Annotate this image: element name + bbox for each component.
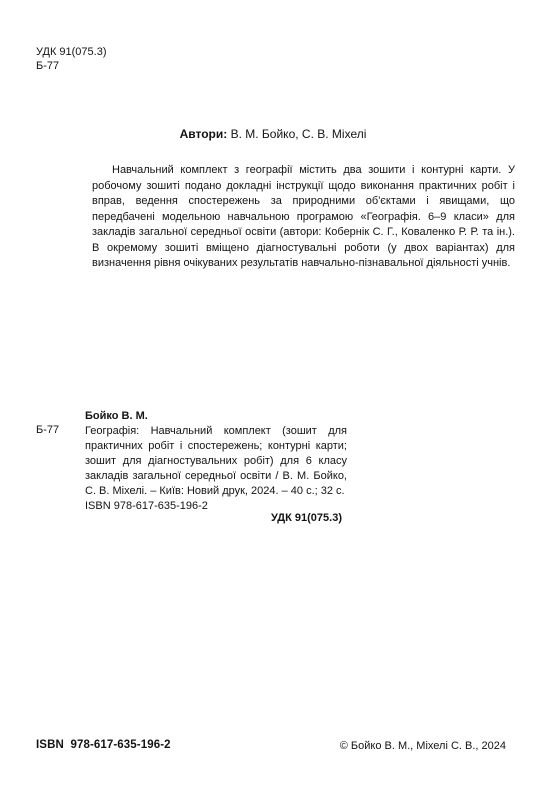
bibliographic-record <box>85 409 347 514</box>
biblio-author: Бойко В. М. <box>85 410 148 422</box>
footer-isbn: ISBN 978-617-635-196-2 <box>36 739 171 751</box>
udk-footer-code: УДК 91(075.3) <box>271 512 342 524</box>
biblio-author-mark: Б-77 <box>36 424 60 436</box>
author-mark-code: Б-77 <box>36 60 60 72</box>
biblio-isbn: ISBN 978-617-635-196-2 <box>85 500 208 512</box>
udk-header <box>36 45 107 73</box>
authors-names: В. М. Бойко, С. В. Міхелі <box>230 127 367 141</box>
authors-line <box>0 127 546 141</box>
authors-label: Автори: <box>179 127 228 141</box>
copyright-notice: © Бойко В. М., Міхелі С. В., 2024 <box>339 740 506 752</box>
biblio-description: Географія: Навчальний комплект (зошит для практичних робіт і спостережень; контурні карти; зошит для діагностувальних робіт) для 6 класу закладів загальної середньої освіти / В. М. Бойко, С. В. Міхелі. – Київ: Новий друк, 2024. – 40 с.; 32 с. <box>85 425 347 497</box>
annotation-text: Навчальний комплект з географії містить два зошити і контурні карти. У робочому зошиті подано докладні інструкції щодо виконання практичних робіт і вправ, ведення спостережень за природними об'єктами і явищами, що передбачені модельною навчальною програмою «Географія. 6–9 класи» для закладів загальної середньої освіти (автори: Кобернік С. Г., Коваленко Р. Р. та ін.). В окремому зошиті вміщено діагностувальні роботи (у двох варіантах) для визначення рівня очікуваних результатів навчально-пізнавальної діяльності учнів. <box>92 164 515 269</box>
udk-code: УДК 91(075.3) <box>36 46 107 58</box>
